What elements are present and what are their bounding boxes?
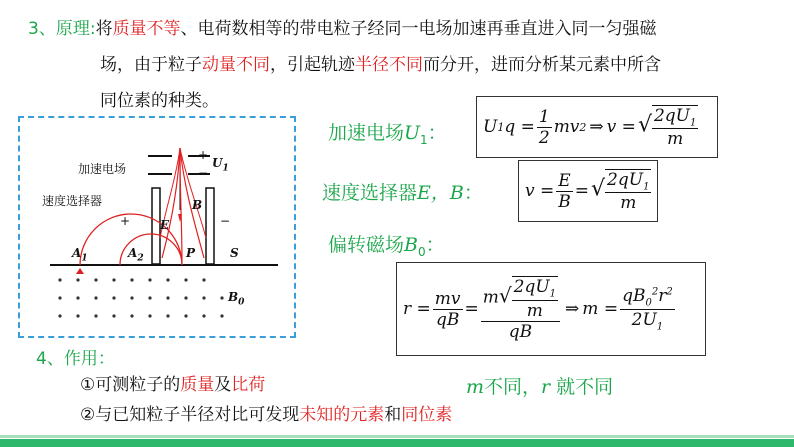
selector-plate-right	[206, 188, 214, 264]
label-velocity-selector: 速度选择器E，B：	[322, 182, 483, 204]
diagram-plus-top: +	[198, 148, 209, 162]
uses-item-2: ②与已知粒子半径对比可发现未知的元素和同位素	[80, 405, 453, 425]
principle-text-2c: ，引起轨迹	[270, 55, 355, 75]
diagram-svg	[20, 118, 294, 336]
formula-deflection: r = $\frac{mv}{qB}$ = m√ $\frac{2qU_1}{m}$ qB ⇒ m = $\frac{qB_0^2r^2}{2U_1}$	[396, 262, 706, 356]
uses-title: 4、作用：	[36, 349, 115, 369]
formula-selector: v = $\frac{E}{B}$ = √ $\frac{2qU_1}{m}$	[518, 160, 658, 222]
conclusion: m不同，r 就不同	[466, 376, 614, 398]
diagram-label-selector: 速度选择器	[42, 194, 103, 208]
principle-highlight-mass: 质量不等	[112, 19, 181, 39]
uses-highlight-ratio: 比荷	[231, 375, 266, 395]
principle-text-3: 同位素的种类。	[100, 91, 219, 111]
diagram-label-s: S	[230, 246, 239, 260]
diagram-label-b0: $B_0$	[228, 290, 245, 308]
principle-line-3	[100, 90, 219, 112]
label-deflection-field: 偏转磁场$B_0$：	[328, 234, 445, 259]
principle-number: 3、	[28, 19, 56, 39]
mass-spectrometer-diagram	[18, 116, 296, 338]
uses-highlight-mass: 质量	[180, 375, 215, 395]
principle-text-a: 将	[95, 19, 113, 39]
diagram-label-e: E	[160, 218, 170, 232]
diagram-label-a2: $A_2$	[128, 246, 144, 264]
principle-line-2	[100, 54, 661, 76]
diagram-plus-left: +	[120, 214, 131, 228]
uses-highlight-unknown: 未知的元素	[299, 405, 385, 425]
diagram-minus-top: −	[198, 166, 209, 180]
diagram-minus-right: −	[220, 214, 231, 228]
principle-line-1	[28, 18, 657, 40]
bottom-accent-bar	[0, 439, 794, 447]
selector-plate-left	[152, 188, 160, 264]
uses-highlight-isotope: 同位素	[401, 405, 453, 425]
diagram-label-p: P	[186, 246, 196, 260]
principle-highlight-momentum: 动量不同	[202, 55, 270, 75]
formula-accel: U 1 q = $\frac{1}{2}$ mv 2 ⇒ v = √ $\frac{2qU_1}{m}$	[476, 96, 718, 158]
principle-highlight-radius: 半径不同	[355, 55, 423, 75]
principle-text-2e: 而分开，进而分析某元素中所含	[423, 55, 661, 75]
principle-label: 原理:	[55, 19, 96, 39]
label-accel-field: 加速电场$U_1$：	[328, 122, 447, 147]
principle-text-c: 、电荷数相等的带电粒子经同一电场加速再垂直进入同一匀强磁	[180, 19, 657, 39]
diagram-label-a1: $A_1$	[72, 246, 88, 264]
arrow-up-icon	[76, 268, 84, 274]
diagram-label-b: B	[192, 198, 203, 212]
diagram-label-accel: 加速电场	[78, 162, 127, 176]
uses-item-1: ①可测粒子的质量及比荷	[80, 375, 266, 395]
magnetic-field-dots	[58, 278, 223, 317]
principle-text-2a: 场，由于粒子	[100, 55, 202, 75]
diagram-label-u1: $U_1$	[212, 156, 229, 174]
